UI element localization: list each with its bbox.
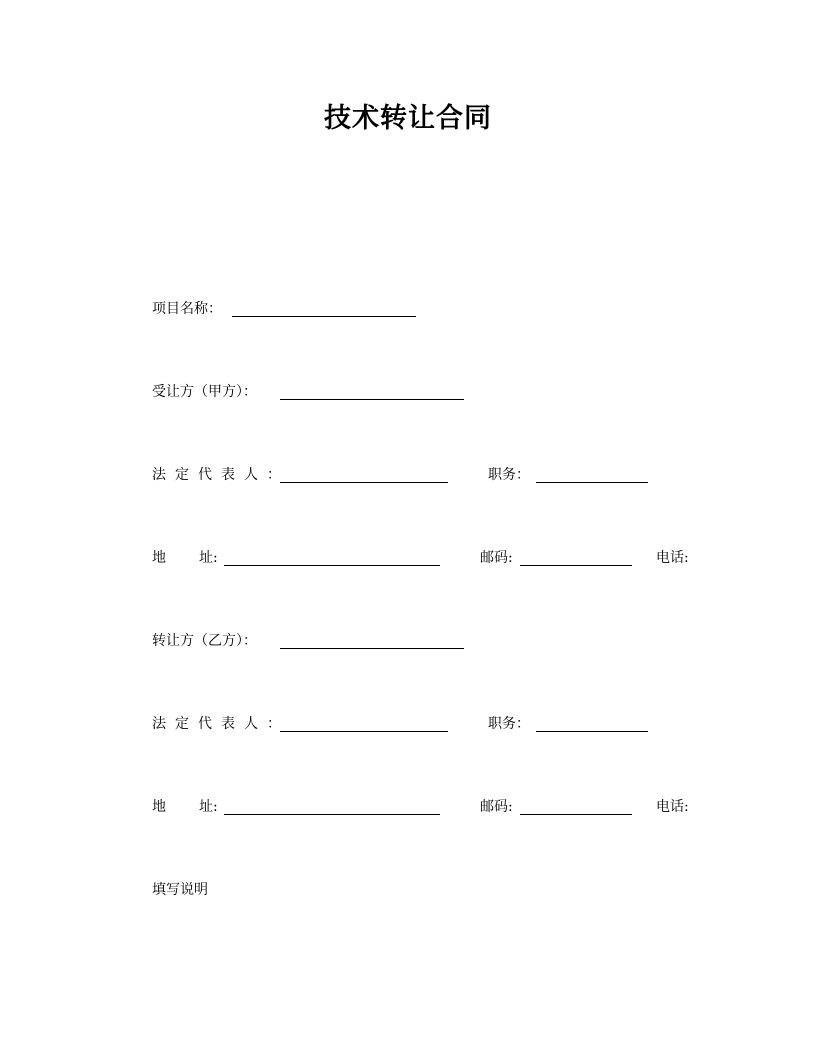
transferor-field[interactable] (280, 648, 464, 649)
document-title: 技术转让合同 (324, 103, 492, 134)
transferor-label: 转让方（乙方）： (152, 633, 257, 649)
transferor-row (152, 630, 712, 652)
transferee-address-field[interactable] (224, 565, 440, 566)
transferee-position-label: 职务： (488, 467, 530, 483)
transferee-address-row (152, 547, 712, 569)
transferor-rep-label: 法定代表人： (152, 716, 290, 732)
transferee-rep-label: 法定代表人： (152, 467, 290, 483)
transferor-rep-field[interactable] (280, 731, 448, 732)
transferee-field[interactable] (280, 399, 464, 400)
transferor-position-field[interactable] (536, 731, 648, 732)
transferee-phone-label: 电话: (656, 550, 689, 566)
transferor-postcode-field[interactable] (520, 814, 632, 815)
transferee-rep-row (152, 464, 712, 486)
transferor-rep-row (152, 713, 712, 735)
transferee-postcode-label: 邮码: (480, 550, 513, 566)
project-name-row (152, 298, 712, 320)
transferee-postcode-field[interactable] (520, 565, 632, 566)
transferor-address-field[interactable] (224, 814, 440, 815)
transferee-rep-field[interactable] (280, 482, 448, 483)
instructions-heading: 填写说明 (152, 882, 208, 898)
transferee-position-field[interactable] (536, 482, 648, 483)
transferee-row (152, 381, 712, 403)
transferee-label: 受让方（甲方）： (152, 384, 257, 400)
project-name-field[interactable] (232, 316, 416, 317)
transferor-position-label: 职务： (488, 716, 530, 732)
transferor-address-row (152, 796, 712, 818)
transferor-phone-label: 电话: (656, 799, 689, 815)
transferee-address-label-2: 址: (199, 550, 218, 566)
transferee-address-label-1: 地 (152, 550, 166, 566)
project-name-label: 项目名称： (152, 301, 222, 317)
transferor-address-label-2: 址: (199, 799, 218, 815)
transferor-postcode-label: 邮码: (480, 799, 513, 815)
instructions-row (152, 879, 712, 901)
transferor-address-label-1: 地 (152, 799, 166, 815)
